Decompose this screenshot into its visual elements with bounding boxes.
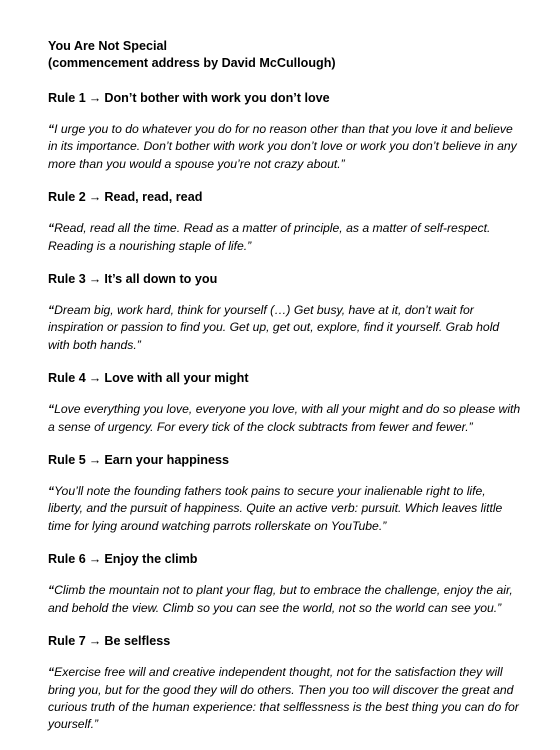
open-quote-mark: “ (48, 402, 55, 417)
rule-label: Rule 5 (48, 453, 86, 468)
rule-title: It’s all down to you (104, 272, 218, 287)
arrow-right-icon: → (88, 190, 102, 205)
rule-title: Read, read, read (104, 190, 203, 205)
quote-text: Climb the mountain not to plant your flag, but to embrace the challenge, enjoy the air, and behold the view. Climb so you can see the world, not so the world can see you.” (48, 583, 513, 615)
arrow-right-icon: → (88, 272, 102, 287)
rule-heading (48, 271, 528, 288)
rule-quote (48, 401, 528, 436)
arrow-right-icon: → (88, 453, 102, 468)
arrow-right-icon: → (88, 91, 102, 105)
quote-text: Dream big, work hard, think for yourself (…) Get busy, have at it, don’t wait for inspiration or passion to find you. Get up, get out, explore, find it yourself. Grab hold with both hands.” (48, 303, 500, 352)
rule-section (48, 551, 528, 617)
rule-section (48, 271, 528, 354)
rule-label: Rule 3 (48, 272, 86, 287)
arrow-right-icon: → (88, 552, 102, 567)
open-quote-mark: “ (48, 122, 55, 136)
rule-heading (48, 551, 528, 568)
rule-quote (48, 121, 528, 173)
rule-title: Be selfless (104, 634, 171, 649)
rules-list (48, 90, 528, 734)
rule-section (48, 452, 528, 535)
rule-section (48, 189, 528, 255)
rule-label: Rule 1 (48, 91, 86, 105)
rule-section (48, 90, 528, 173)
quote-text: I urge you to do whatever you do for no reason other than that you love it and believe in its importance. Don’t bother with work you don’t love or work you don’t believe in any more than you would a spouse you’re not crazy about.” (48, 122, 517, 171)
open-quote-mark: “ (48, 303, 55, 318)
open-quote-mark: “ (48, 221, 55, 236)
rule-heading (48, 370, 528, 387)
rule-title: Enjoy the climb (104, 552, 198, 567)
title-line-2: (commencement address by David McCullough) (48, 56, 336, 70)
rule-quote (48, 302, 528, 354)
document-title (48, 38, 528, 72)
title-line-1: You Are Not Special (48, 39, 167, 53)
rule-label: Rule 2 (48, 190, 86, 205)
rule-quote (48, 664, 528, 734)
quote-text: You’ll note the founding fathers took pains to secure your inalienable right to life, liberty, and the pursuit of happiness. Quite an active verb: pursuit. Which leaves little time for lying around watching parrots rollerskate on YouTube.” (48, 484, 503, 533)
rule-label: Rule 7 (48, 634, 86, 649)
quote-text: Exercise free will and creative independent thought, not for the satisfaction they will bring you, but for the good they will do others. Then you too will discover the great and curious truth of the human experience: that selflessness is the best thing you can do for yourself.” (48, 665, 519, 732)
rule-title: Earn your happiness (104, 453, 229, 468)
rule-heading (48, 90, 528, 107)
rule-heading (48, 633, 528, 650)
rule-label: Rule 4 (48, 371, 86, 386)
open-quote-mark: “ (48, 665, 55, 680)
rule-quote (48, 220, 528, 255)
rule-heading (48, 452, 528, 469)
rule-quote (48, 483, 528, 535)
rule-section (48, 633, 528, 734)
open-quote-mark: “ (48, 484, 55, 499)
rule-quote (48, 582, 528, 617)
open-quote-mark: “ (48, 583, 55, 598)
rule-title: Don’t bother with work you don’t love (104, 91, 330, 105)
rule-label: Rule 6 (48, 552, 86, 567)
rule-title: Love with all your might (104, 371, 249, 386)
rule-section (48, 370, 528, 436)
document-page (48, 38, 528, 750)
rule-heading (48, 189, 528, 206)
arrow-right-icon: → (88, 371, 102, 386)
quote-text: Love everything you love, everyone you love, with all your might and do so please with a sense of urgency. For every tick of the clock subtracts from fewer and fewer.” (48, 402, 521, 434)
quote-text: Read, read all the time. Read as a matter of principle, as a matter of self-respect. Reading is a nourishing staple of life.” (48, 221, 491, 253)
arrow-right-icon: → (88, 634, 102, 649)
